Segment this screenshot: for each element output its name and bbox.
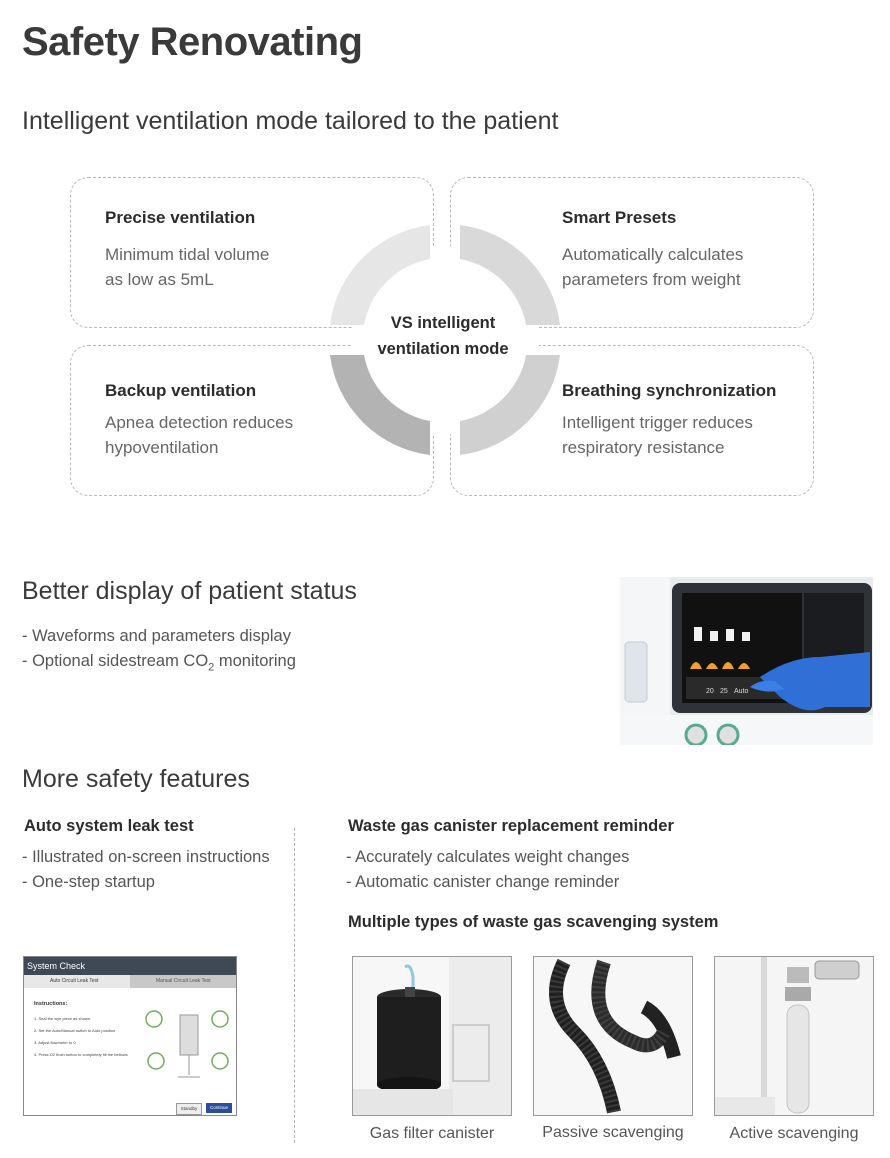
ring-center-label (343, 310, 543, 362)
card-text-line: Minimum tidal volume (105, 245, 270, 264)
screen-value: 25 (720, 688, 728, 695)
page-title: Safety Renovating (22, 20, 363, 64)
caption-gas-filter-canister: Gas filter canister (369, 1125, 495, 1142)
leak-test-diagram (142, 1005, 232, 1085)
caption-active-scavenging: Active scavenging (729, 1125, 859, 1142)
instruction-step: 1. Seal the wye piece as shown (34, 1016, 91, 1021)
instruction-step: 2. Set the Auto/Manual switch to Auto position (34, 1028, 116, 1033)
leak-test-line: - One-step startup (22, 873, 155, 891)
card-title: Breathing synchronization (562, 381, 777, 400)
card-text (562, 410, 753, 460)
safety-heading: More safety features (22, 765, 250, 793)
active-scavenging-photo (714, 956, 874, 1116)
gas-filter-canister-photo (352, 956, 512, 1116)
passive-scavenging-photo (533, 956, 693, 1116)
co2-subscript: 2 (208, 661, 215, 674)
card-text-line: parameters from weight (562, 270, 741, 289)
card-text-line: hypoventilation (105, 438, 219, 457)
card-text-line: as low as 5mL (105, 270, 214, 289)
system-check-title-bar: System Check (24, 957, 236, 975)
leak-test-title: Auto system leak test (24, 817, 194, 835)
instructions-label: Instructions: (34, 1001, 68, 1007)
display-line-waveforms: - Waveforms and parameters display (22, 627, 291, 645)
standby-button[interactable]: Standby (176, 1103, 202, 1115)
instruction-step: 3. Adjust flowmeter to 0 (34, 1040, 76, 1045)
caption-passive-scavenging: Passive scavenging (542, 1124, 684, 1141)
card-text-line: Automatically calculates (562, 245, 744, 264)
card-text-line: Intelligent trigger reduces (562, 413, 753, 432)
ventilation-heading: Intelligent ventilation mode tailored to the patient (22, 107, 559, 135)
continue-button[interactable]: Continue (206, 1103, 232, 1113)
card-text-line: respiratory resistance (562, 438, 725, 457)
card-title: Smart Presets (562, 208, 677, 227)
canister-title: Waste gas canister replacement reminder (348, 817, 674, 835)
instructions-list (34, 1013, 128, 1061)
ring-center-label-line: VS intelligent (390, 314, 496, 332)
card-text (105, 242, 269, 292)
section-divider (294, 828, 295, 1143)
monitor-photo (620, 577, 873, 745)
card-title: Precise ventilation (105, 208, 256, 227)
ring-center-label-line: ventilation mode (377, 340, 509, 358)
co2-suffix: monitoring (214, 652, 296, 670)
canister-line: - Accurately calculates weight changes (346, 848, 630, 866)
tab-manual-leak-test: Manual Circuit Leak Test (156, 978, 211, 984)
screen-value: 20 (706, 688, 714, 695)
canister-illustration (353, 957, 512, 1116)
card-text (562, 242, 743, 292)
active-scavenger-illustration (715, 957, 874, 1116)
hose-illustration (534, 957, 693, 1116)
card-title: Backup ventilation (105, 381, 257, 400)
co2-text: - Optional sidestream CO (22, 652, 209, 670)
canister-line: - Automatic canister change reminder (346, 873, 620, 891)
card-text-line: Apnea detection reduces (105, 413, 294, 432)
system-check-tabs (24, 975, 236, 988)
leak-test-line: - Illustrated on-screen instructions (22, 848, 270, 866)
display-heading: Better display of patient status (22, 577, 357, 605)
screen-value: Auto (734, 688, 749, 695)
display-line-co2 (22, 649, 296, 680)
instruction-step: 4. Press O2 flush button to completely fill the bellows (34, 1052, 128, 1057)
card-text (105, 410, 293, 460)
tab-auto-leak-test: Auto Circuit Leak Test (24, 975, 130, 988)
monitor-illustration (620, 577, 873, 745)
system-check-screenshot (23, 956, 237, 1116)
scavenging-title: Multiple types of waste gas scavenging system (348, 913, 719, 931)
